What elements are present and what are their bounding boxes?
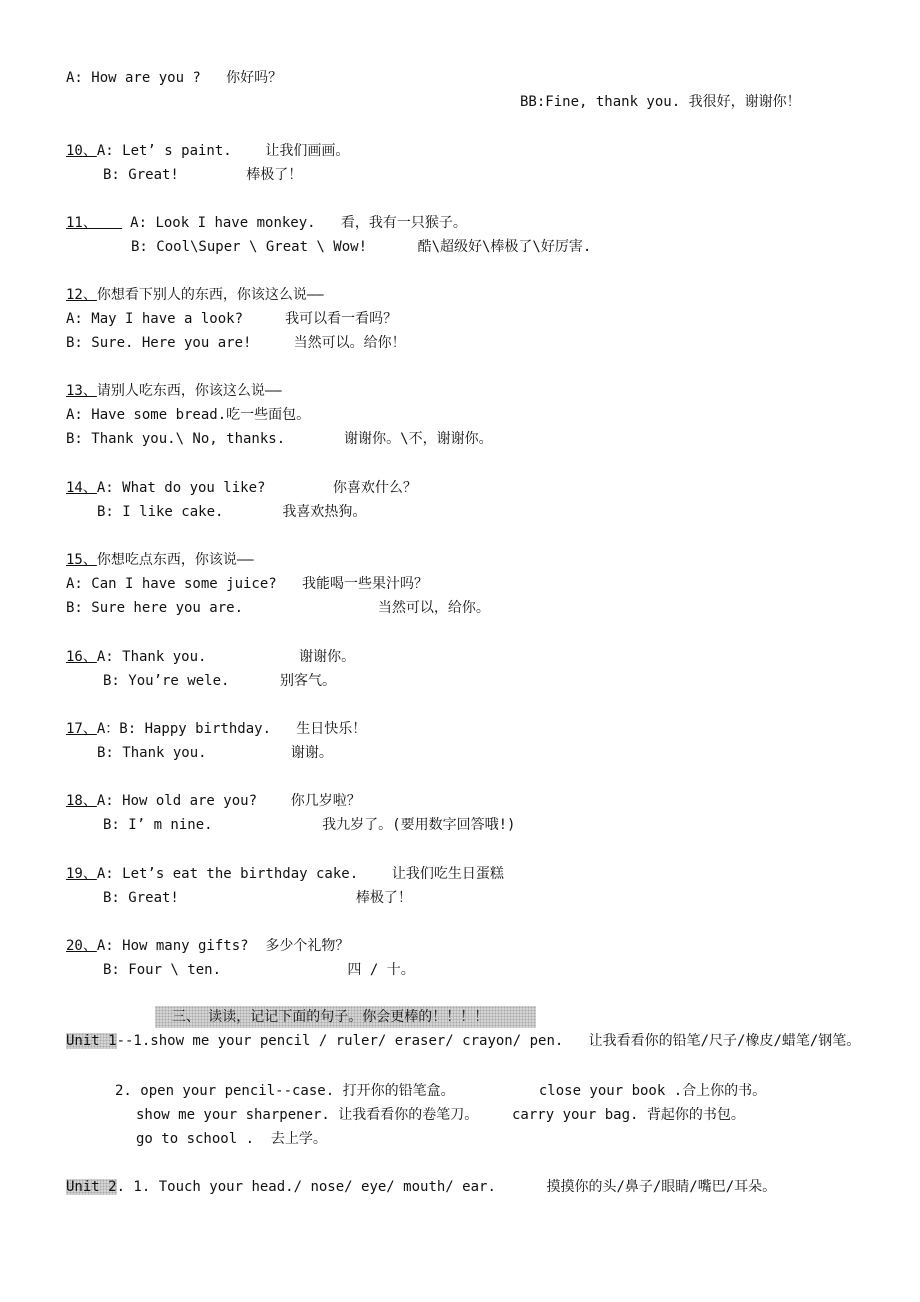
unit-1-line-4: go to school . 去上学。: [136, 1131, 327, 1147]
dialog-18-line-b: B: I’ m nine. 我九岁了。(要用数字回答哦!): [103, 817, 516, 833]
unit-1-line-2: 2. open your pencil--case. 打开你的铅笔盒。 close your book .合上你的书。: [115, 1083, 767, 1099]
dialog-20-line-b: B: Four \ ten. 四 / 十。: [103, 962, 415, 978]
dialog-number: 19、: [66, 866, 97, 882]
dialog-text: 你想吃点东西，你该说——: [96, 552, 254, 568]
dialog-text: 请别人吃东西，你该这么说——: [96, 383, 282, 399]
dialog-text: A: Let’s eat the birthday cake. 让我们吃生日蛋糕: [96, 866, 504, 882]
dialog-20-line-a: [66, 936, 349, 956]
dialog-14-line-b: B: I like cake. 我喜欢热狗。: [97, 504, 367, 520]
dialog-16-line-b: B: You’re wele. 别客气。: [103, 673, 337, 689]
dialog-19-line-b: B: Great! 棒极了！: [103, 890, 412, 906]
dialog-number: 13、: [66, 383, 97, 399]
dialog-text: A: Look I have monkey. 看，我有一只猴子。: [130, 215, 467, 231]
dialog-10-line-b: B: Great! 棒极了！: [103, 167, 303, 183]
dialog-15-line-c: B: Sure here you are. 当然可以，给你。: [66, 600, 490, 616]
dialog-17-line-b: B: Thank you. 谢谢。: [97, 745, 333, 761]
dialog-12-line-c: B: Sure. Here you are! 当然可以。给你！: [66, 335, 406, 351]
dialog-text: A: Thank you. 谢谢你。: [96, 649, 356, 665]
dialog-0-question: A: How are you ? 你好吗？: [66, 70, 283, 86]
dialog-text: A：B: Happy birthday. 生日快乐！: [96, 721, 367, 737]
dialog-15-line-b: A: Can I have some juice? 我能喝一些果汁吗？: [66, 576, 429, 592]
unit-1-text: --1.show me your pencil / ruler/ eraser/ crayon/ pen. 让我看看你的铅笔/尺子/橡皮/蜡笔/钢笔。: [116, 1033, 861, 1049]
dialog-text: A: How old are you? 你几岁啦？: [96, 793, 361, 809]
dialog-number: 16、: [66, 649, 97, 665]
unit-2-text: . 1. Touch your head./ nose/ eye/ mouth/ ear. 摸摸你的头/鼻子/眼睛/嘴巴/耳朵。: [116, 1179, 777, 1195]
dialog-number: 12、: [66, 287, 97, 303]
dialog-text: A: Let’ s paint. 让我们画画。: [96, 143, 350, 159]
dialog-16-line-a: [66, 647, 355, 667]
dialog-15-line-a: [66, 550, 254, 570]
unit-2-line-1: [66, 1177, 776, 1197]
dialog-number: 14、: [66, 480, 97, 496]
dialog-18-line-a: [66, 791, 361, 811]
dialog-number: 17、: [66, 721, 97, 737]
dialog-14-line-a: [66, 478, 417, 498]
unit-2-label: Unit 2: [66, 1179, 117, 1195]
dialog-13-line-c: B: Thank you.\ No, thanks. 谢谢你。\不，谢谢你。: [66, 431, 493, 447]
dialog-11-line-b: B: Cool\Super \ Great \ Wow! 酷\超级好\棒极了\好厉害.: [131, 239, 592, 255]
section-heading: 三、 读读，记记下面的句子。你会更棒的！！！！: [155, 1009, 489, 1025]
dialog-12-line-a: [66, 285, 324, 305]
dialog-13-line-b: A: Have some bread.吃一些面包。: [66, 407, 311, 423]
dialog-17-line-a: [66, 719, 366, 739]
dialog-13-line-a: [66, 381, 282, 401]
unit-1-line-3: show me your sharpener. 让我看看你的卷笔刀。 carry your bag. 背起你的书包。: [136, 1107, 745, 1123]
dialog-19-line-a: [66, 864, 504, 884]
dialog-text: A: What do you like? 你喜欢什么？: [96, 480, 417, 496]
dialog-number: 18、: [66, 793, 97, 809]
dialog-10-line-a: [66, 141, 349, 161]
unit-1-label: Unit 1: [66, 1033, 117, 1049]
dialog-text: A: How many gifts? 多少个礼物？: [96, 938, 350, 954]
dialog-number: 20、: [66, 938, 97, 954]
dialog-11-line-a: [66, 213, 467, 233]
unit-1-line-1: [66, 1031, 860, 1051]
dialog-text: 你想看下别人的东西，你该这么说——: [96, 287, 324, 303]
dialog-number: 15、: [66, 552, 97, 568]
dialog-number: 11、: [66, 215, 123, 231]
dialog-0-answer: BB:Fine, thank you. 我很好，谢谢你！: [520, 94, 801, 110]
dialog-12-line-b: A: May I have a look? 我可以看一看吗？: [66, 311, 398, 327]
dialog-number: 10、: [66, 143, 97, 159]
